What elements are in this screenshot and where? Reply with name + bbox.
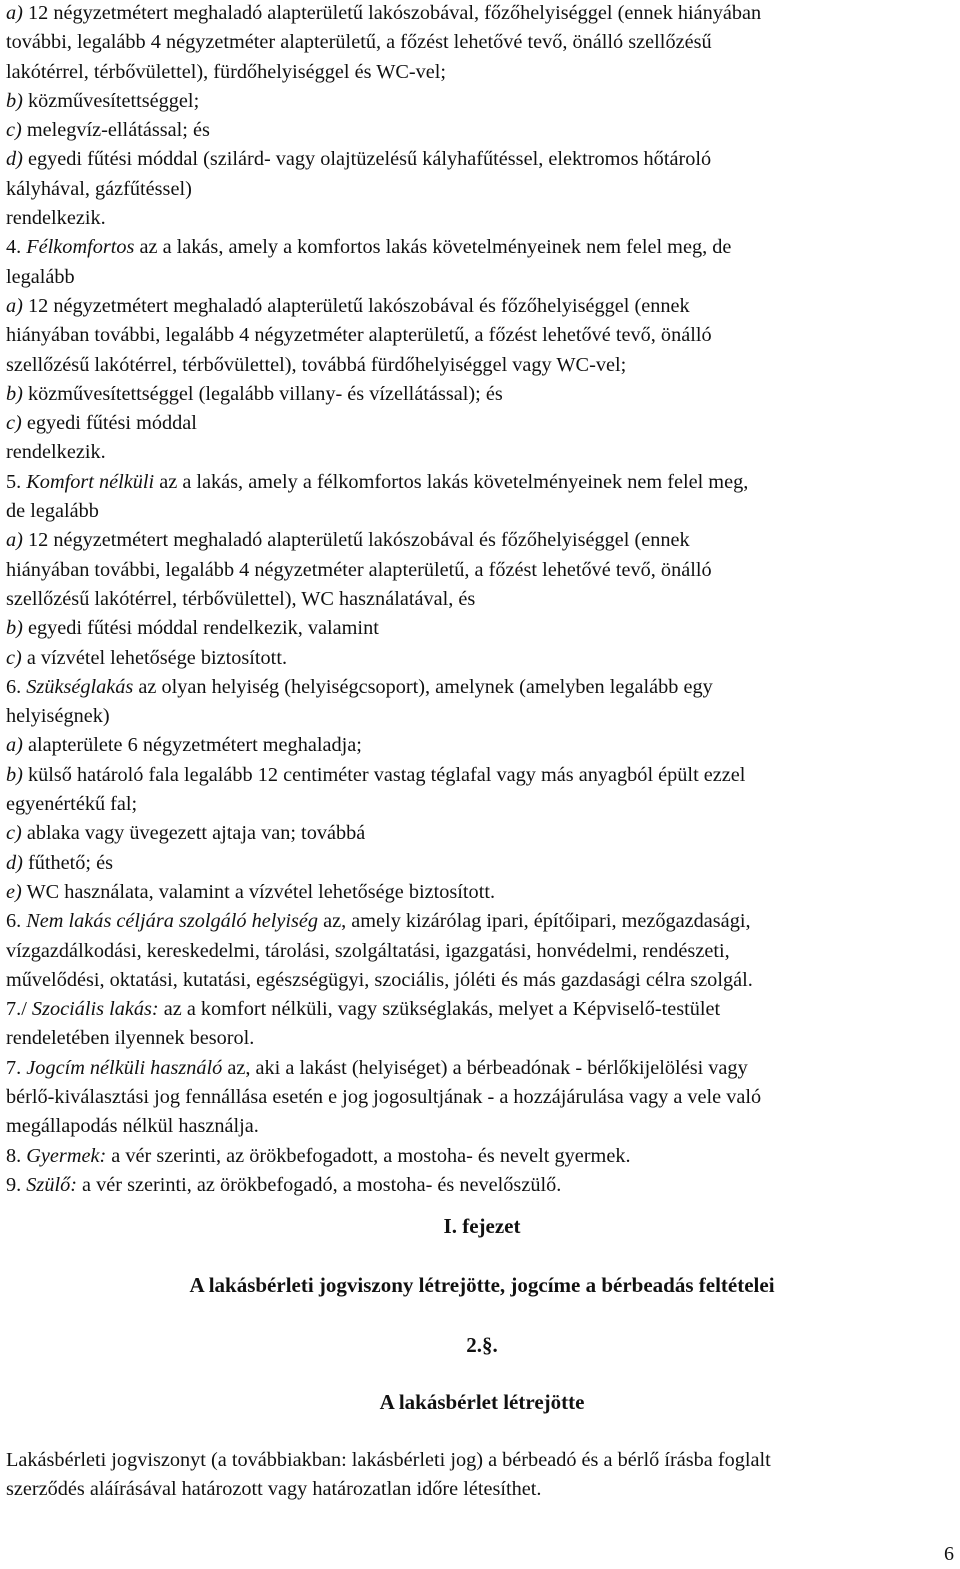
text-line xyxy=(6,614,958,643)
italic-term: c) xyxy=(6,119,22,142)
text-span: közművesítettséggel (legalább villany- és vízellátással); és xyxy=(22,382,503,405)
text-span: rendeletében ilyennek besorol. xyxy=(6,1027,255,1050)
text-line xyxy=(6,321,958,350)
text-line xyxy=(6,409,958,438)
text-line xyxy=(6,937,958,966)
text-span: vízgazdálkodási, kereskedelmi, tárolási, szolgáltatási, igazgatási, honvédelmi, rendészeti, xyxy=(6,939,730,962)
text-span: a vér szerinti, az örökbefogadó, a mostoha- és nevelőszülő. xyxy=(76,1173,562,1196)
section-title: A lakásbérlet létrejötte xyxy=(379,1390,585,1414)
text-span: az a lakás, amely a félkomfortos lakás követelményeinek nem felel meg, xyxy=(154,470,749,493)
italic-term: b) xyxy=(6,763,23,786)
text-span: egyedi fűtési móddal (szilárd- vagy olajtüzelésű kályhafűtéssel, elektromos hőtároló xyxy=(22,148,712,171)
text-line xyxy=(6,761,958,790)
final-paragraph-line: Lakásbérleti jogviszonyt (a továbbiakban: lakásbérleti jog) a bérbeadó és a bérlő írásba foglalt xyxy=(6,1449,771,1471)
italic-term: d) xyxy=(6,851,23,874)
text-line xyxy=(6,1112,958,1141)
text-span: az, amely kizárólag ipari, építőipari, mezőgazdasági, xyxy=(318,910,751,933)
text-span: egyedi fűtési móddal xyxy=(21,412,197,435)
text-span: ablaka vagy üvegezett ajtaja van; továbbá xyxy=(21,822,366,845)
text-span: egyenértékű fal; xyxy=(6,793,138,816)
text-span: közművesítettséggel; xyxy=(22,89,200,112)
text-span: fűthető; és xyxy=(22,851,114,874)
text-span: 6. xyxy=(6,675,27,698)
text-span: az, aki a lakást (helyiséget) a bérbeadónak - bérlőkijelölési vagy xyxy=(222,1056,748,1079)
text-line xyxy=(6,849,958,878)
text-span: a vér szerinti, az örökbefogadott, a mostoha- és nevelt gyermek. xyxy=(106,1144,631,1167)
text-line xyxy=(6,995,958,1024)
text-span: 5. xyxy=(6,470,27,493)
text-line xyxy=(6,526,958,555)
text-span: lakótérrel, térbővülettel), fürdőhelyiséggel és WC-vel; xyxy=(6,60,447,83)
text-line xyxy=(6,468,958,497)
page-number: 6 xyxy=(944,1543,954,1565)
text-span: 12 négyzetmétert meghaladó alapterületű lakószobával és főzőhelyiséggel (ennek xyxy=(22,294,690,317)
text-line xyxy=(6,380,958,409)
chapter-heading: I. fejezet xyxy=(443,1214,521,1238)
section-number: 2.§. xyxy=(466,1333,498,1357)
text-line xyxy=(6,702,958,731)
text-span: egyedi fűtési móddal rendelkezik, valamint xyxy=(22,617,379,640)
text-line xyxy=(6,28,958,57)
text-span: rendelkezik. xyxy=(6,441,106,464)
text-span: 4. xyxy=(6,236,27,259)
text-line xyxy=(6,0,958,28)
text-span: helyiségnek) xyxy=(6,705,110,728)
text-span: szellőzésű lakótérrel, térbővülettel), továbbá fürdőhelyiséggel vagy WC-vel; xyxy=(6,353,627,376)
italic-term: Jogcím nélküli használó xyxy=(26,1056,223,1079)
text-span: művelődési, oktatási, kutatási, egészségügyi, szociális, jóléti és más gazdasági célra szolgál. xyxy=(6,968,753,991)
text-span: bérlő-kiválasztási jog fennállása esetén e jog jogosultjának - a hozzájárulása vagy a vele való xyxy=(6,1085,762,1108)
document-page xyxy=(6,0,958,1501)
italic-term: a) xyxy=(6,2,23,24)
text-line xyxy=(6,966,958,995)
text-span: 8. xyxy=(6,1144,27,1167)
text-line xyxy=(6,58,958,87)
italic-term: Nem lakás céljára szolgáló helyiség xyxy=(26,910,319,933)
text-span: legalább xyxy=(6,265,75,288)
text-span: hiányában további, legalább 4 négyzetméter alapterületű, a főzést lehetővé tevő, önálló xyxy=(6,324,712,347)
text-span: 7. xyxy=(6,1056,27,1079)
italic-term: Szükséglakás xyxy=(26,675,134,698)
text-line xyxy=(6,1054,958,1083)
text-line xyxy=(6,116,958,145)
text-line xyxy=(6,1142,958,1171)
text-line xyxy=(6,585,958,614)
italic-term: Gyermek: xyxy=(26,1144,107,1167)
text-span: 9. xyxy=(6,1173,27,1196)
text-line xyxy=(6,673,958,702)
text-line xyxy=(6,292,958,321)
italic-term: e) xyxy=(6,880,22,903)
text-span: 12 négyzetmétert meghaladó alapterületű lakószobával, főzőhelyiséggel (ennek hiányában xyxy=(22,2,762,24)
italic-term: Komfort nélküli xyxy=(26,470,155,493)
text-span: melegvíz-ellátással; és xyxy=(21,119,210,142)
italic-term: a) xyxy=(6,529,23,552)
text-span: szellőzésű lakótérrel, térbővülettel), WC használatával, és xyxy=(6,587,476,610)
text-span: hiányában további, legalább 4 négyzetméter alapterületű, a főzést lehetővé tevő, önálló xyxy=(6,558,712,581)
text-span: az a lakás, amely a komfortos lakás követelményeinek nem felel meg, de xyxy=(134,236,732,259)
text-line xyxy=(6,204,958,233)
text-line xyxy=(6,1171,958,1200)
italic-term: c) xyxy=(6,412,22,435)
definitions-text xyxy=(6,0,958,1200)
final-paragraph-line: szerződés aláírásával határozott vagy határozatlan időre létesíthet. xyxy=(6,1478,542,1501)
italic-term: Szociális lakás: xyxy=(31,998,159,1021)
italic-term: a) xyxy=(6,734,23,757)
text-span: további, legalább 4 négyzetméter alapterületű, a főzést lehetővé tevő, önálló szellőzésű xyxy=(6,31,712,54)
text-line xyxy=(6,731,958,760)
text-line xyxy=(6,351,958,380)
text-span: rendelkezik. xyxy=(6,207,106,230)
text-span: az a komfort nélküli, vagy szükséglakás, melyet a Képviselő-testület xyxy=(158,998,721,1021)
italic-term: b) xyxy=(6,89,23,112)
italic-term: b) xyxy=(6,617,23,640)
text-span: a vízvétel lehetősége biztosított. xyxy=(21,646,288,669)
italic-term: c) xyxy=(6,822,22,845)
text-line xyxy=(6,233,958,262)
text-line xyxy=(6,790,958,819)
text-line xyxy=(6,819,958,848)
text-line xyxy=(6,87,958,116)
text-line xyxy=(6,878,958,907)
text-span: alapterülete 6 négyzetmétert meghaladja; xyxy=(22,734,362,757)
text-line xyxy=(6,263,958,292)
text-line xyxy=(6,175,958,204)
text-line xyxy=(6,907,958,936)
italic-term: a) xyxy=(6,294,23,317)
text-span: de legalább xyxy=(6,500,99,523)
italic-term: Szülő: xyxy=(26,1173,77,1196)
italic-term: d) xyxy=(6,148,23,171)
text-line xyxy=(6,644,958,673)
text-line xyxy=(6,556,958,585)
chapter-title: A lakásbérleti jogviszony létrejötte, jogcíme a bérbeadás feltételei xyxy=(189,1273,775,1297)
text-span: az olyan helyiség (helyiségcsoport), amelynek (amelyben legalább egy xyxy=(133,675,713,698)
text-span: 7./ xyxy=(6,998,32,1021)
text-line xyxy=(6,145,958,174)
text-line xyxy=(6,497,958,526)
text-line xyxy=(6,438,958,467)
text-span: megállapodás nélkül használja. xyxy=(6,1115,259,1138)
italic-term: Félkomfortos xyxy=(26,236,135,259)
text-span: 12 négyzetmétert meghaladó alapterületű lakószobával és főzőhelyiséggel (ennek xyxy=(22,529,690,552)
text-span: WC használata, valamint a vízvétel lehetősége biztosított. xyxy=(21,880,496,903)
italic-term: b) xyxy=(6,382,23,405)
text-line xyxy=(6,1083,958,1112)
text-span: kályhával, gázfűtéssel) xyxy=(6,177,192,200)
italic-term: c) xyxy=(6,646,22,669)
text-span: külső határoló fala legalább 12 centiméter vastag téglafal vagy más anyagból épült ezzel xyxy=(22,763,746,786)
final-paragraph xyxy=(6,1446,958,1505)
text-line xyxy=(6,1024,958,1053)
text-span: 6. xyxy=(6,910,27,933)
